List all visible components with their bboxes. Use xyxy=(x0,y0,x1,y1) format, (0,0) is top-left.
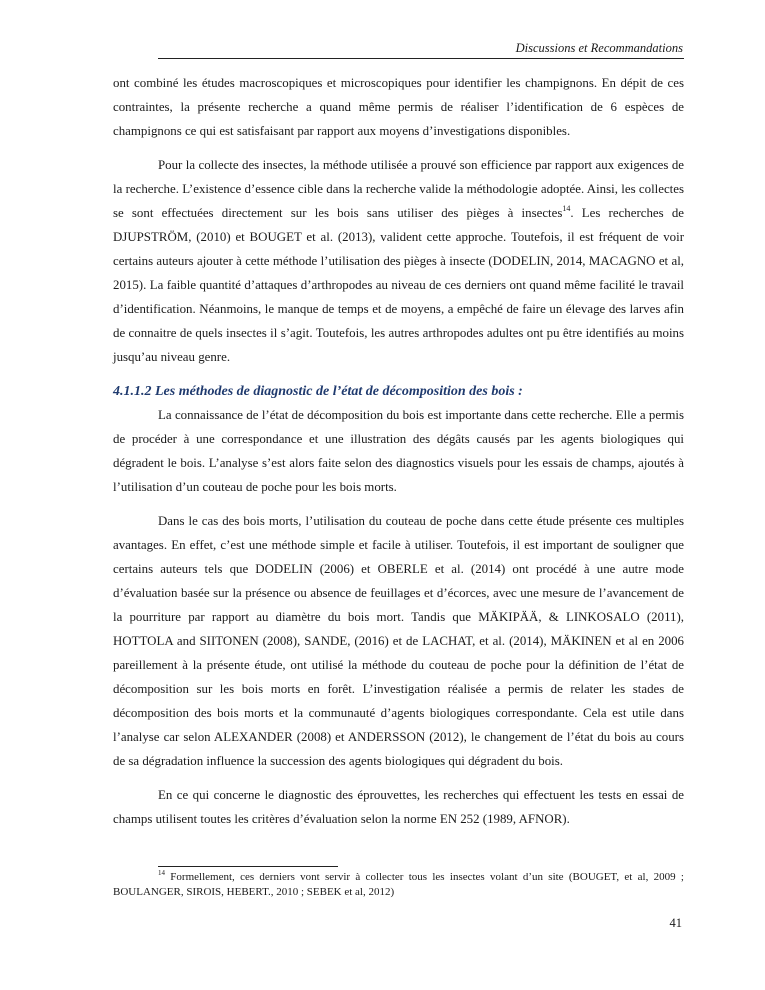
header-rule xyxy=(158,58,684,59)
running-header: Discussions et Recommandations xyxy=(515,41,683,55)
paragraph-2-part-a: Pour la collecte des insectes, la méthode utilisée a prouvé son efficience par rapport aux exigences de la recherche. L’existence d’essence cible dans la recherche valide la méthodologie adoptée. Ainsi, les collectes se sont effectuées directement sur les bois sans utiliser des pièges à insectes xyxy=(113,158,684,220)
paragraph-2-part-b: . Les recherches de DJUPSTRÖM, (2010) et BOUGET et al. (2013), valident cette approche. Toutefois, il est fréquent de voir certains auteurs ajouter à cette méthode l’utilisation des pièges à insecte (DODELIN, 2014, MACAGNO et al, 2015). La faible quantité d’attaques d’arthropodes au niveau de ces derniers ont quand même facilité le travail d’identification. Néanmoins, le manque de temps et de moyens, a empêché de faire un élevage des larves afin de connaitre de quels insectes il s’agit. Toutefois, les autres arthropodes adultes ont pu être identifiés au moins jusqu’au niveau genre. xyxy=(113,206,684,364)
page-number: 41 xyxy=(669,916,682,930)
paragraph-4: Dans le cas des bois morts, l’utilisation du couteau de poche dans cette étude présente ces multiples avantages. En effet, c’est une méthode simple et facile à utiliser. Toutefois, il est important de souligner que certains auteurs tels que DODELIN (2006) et OBERLE et al. (2014) ont procédé à une autre mode d’évaluation basée sur la présence ou absence de feuillages et d’écorces, avec une mesure de l’avancement de la pourriture par rapport au diamètre du bois mort. Tandis que MÄKIPÄÄ, & LINKOSALO (2011), HOTTOLA and SIITONEN (2008), SANDE, (2016) et de LACHAT, et al. (2014), MÄKINEN et al en 2006 pareillement à la présente étude, ont utilisé la méthode du couteau de poche pour la définition de l’état de décomposition sur les bois morts en forêt. L’investigation réalisée a permis de relater les stades de décomposition des bois morts et la communauté d’agents biologiques correspondante. Cela est utile dans l’analyse car selon ALEXANDER (2008) et ANDERSSON (2012), le changement de l’état du bois au cours de sa dégradation influence la succession des agents biologiques qui dégradent du bois. xyxy=(113,514,684,768)
body-text xyxy=(113,71,684,831)
section-heading: 4.1.1.2 Les méthodes de diagnostic de l’état de décomposition des bois : xyxy=(113,384,523,399)
footnote-marker: 14 xyxy=(158,869,165,877)
paragraph-2 xyxy=(113,153,684,369)
footnote-text: Formellement, ces derniers vont servir à collecter tous les insectes volant d’un site (BOUGET, et al, 2009 ; BOULANGER, SIROIS, HEBERT., 2010 ; SEBEK et al, 2012) xyxy=(113,871,684,898)
paragraph-3: La connaissance de l’état de décomposition du bois est importante dans cette recherche. Elle a permis de procéder à une correspondance et une illustration des dégâts causés par les agents biologiques qui dégradent le bois. L’analyse s’est alors faite selon des diagnostics visuels pour les essais de champs, ajoutés à l’utilisation d’un couteau de poche pour les bois morts. xyxy=(113,408,684,494)
paragraph-1: ont combiné les études macroscopiques et microscopiques pour identifier les champignons. En dépit de ces contraintes, la présente recherche a quand même permis de réaliser l’identification de 6 espèces de champignons ce qui est satisfaisant par rapport aux moyens d’investigations disponibles. xyxy=(113,76,684,138)
footnote-reference[interactable]: 14 xyxy=(562,204,571,213)
footnote-rule xyxy=(158,866,338,867)
paragraph-5: En ce qui concerne le diagnostic des éprouvettes, les recherches qui effectuent les tests en essai de champs utilisent toutes les critères d’évaluation selon la norme EN 252 (1989, AFNOR). xyxy=(113,788,684,826)
footnote xyxy=(113,870,684,900)
